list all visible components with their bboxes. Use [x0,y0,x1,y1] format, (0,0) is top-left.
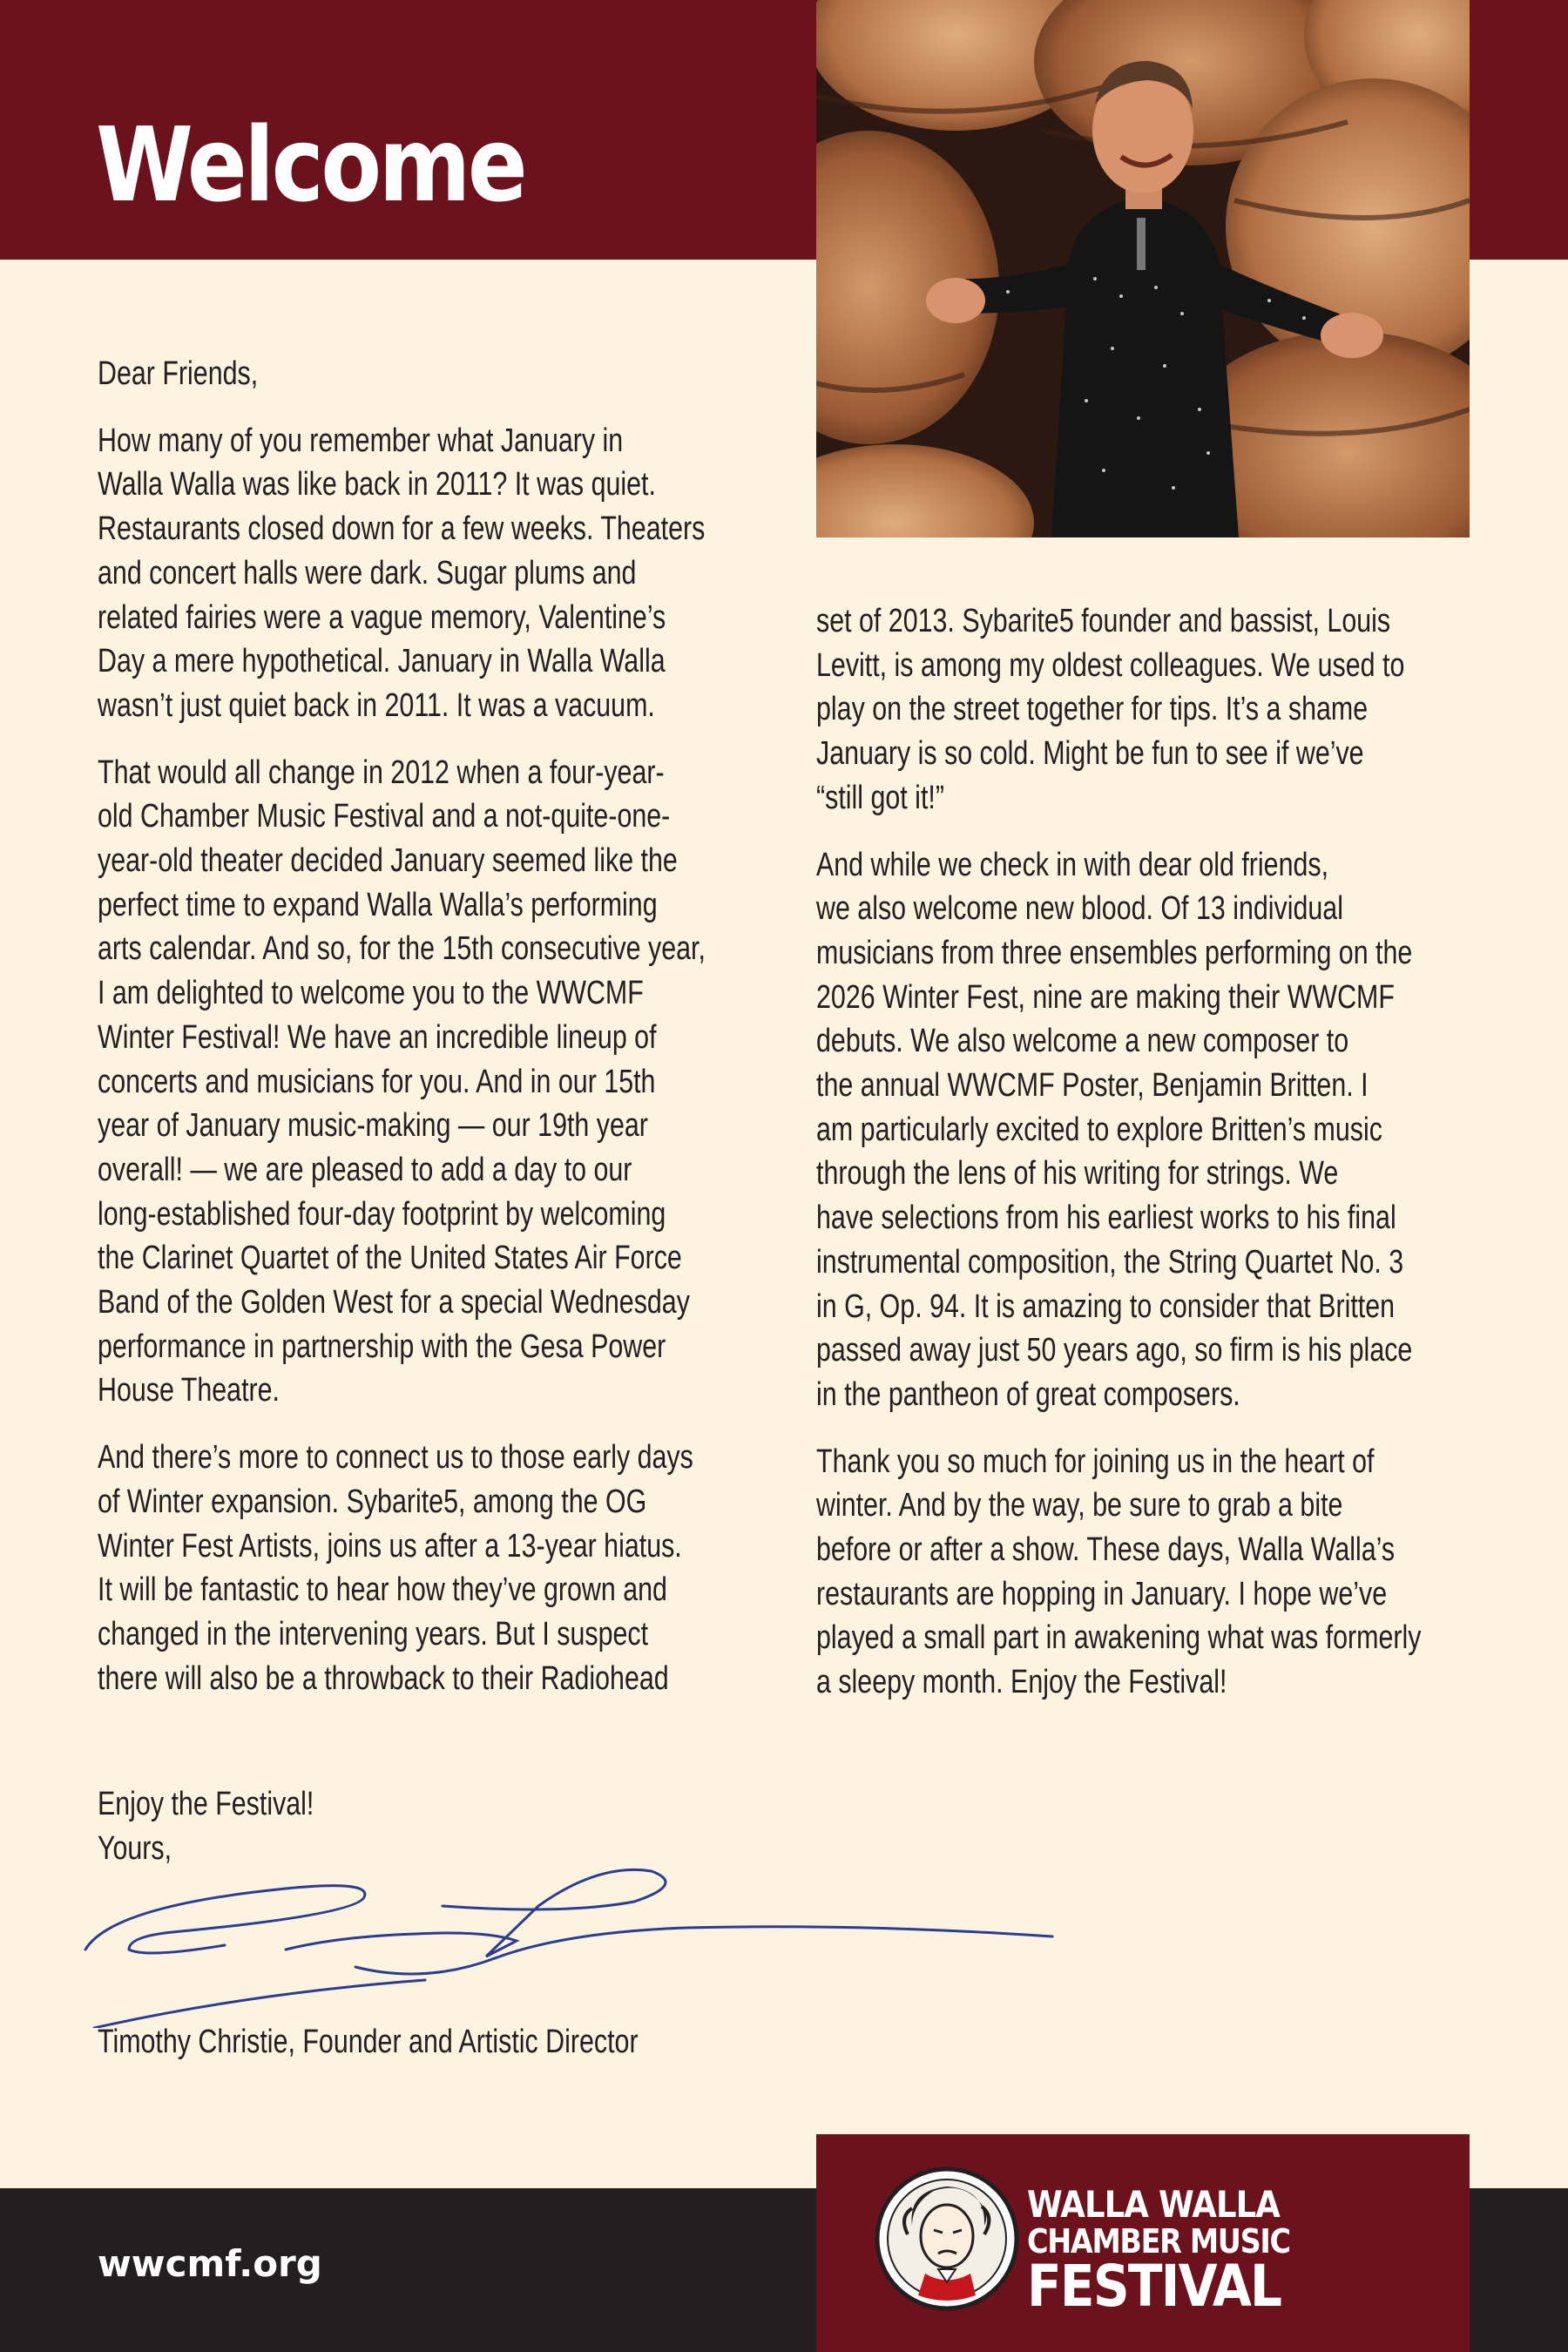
festival-director-photo [816,0,1470,537]
letter-paragraph: set of 2013. Sybarite5 founder and bassist, Louis Levitt, is among my oldest colleagues. We used to play on the street together for tips. It’s a shame January is so cold. Might be fun to see if we’ve “still got it!” [816,603,1405,816]
signature-name: Timothy Christie, Founder and Artistic Director [98,2023,639,2060]
signature-image [77,1854,1061,2028]
letter-closing: Enjoy the Festival! Yours, [98,1786,314,1868]
page-title: Welcome [96,105,525,225]
letter-paragraph: And there’s more to connect us to those early days of Winter expansion. Sybarite5, among the OG Winter Fest Artists, joins us after a 13-year hiatus. It will be fantastic to hear how they’ve grown and changed in the intervening years. But I suspect there will also be a throwback to their Radiohead [98,1439,693,1697]
beethoven-portrait-icon [873,2165,1021,2313]
letter-paragraph: And while we check in with dear old friends, we also welcome new blood. Of 13 individual musicians from three ensembles performing on the 2026 Winter Fest, nine are making their WWCMF debuts. We also welcome a new composer to the annual WWCMF Poster, Benjamin Britten. I am particularly excited to explore Britten’s music through the lens of his writing for strings. We have selections from his earliest works to his final instrumental composition, the String Quartet No. 3 in G, Op. 94. It is amazing to consider that Britten passed away just 50 years ago, so firm is his place in the pantheon of great composers. [816,846,1413,1413]
letter-paragraph: That would all change in 2012 when a four-year- old Chamber Music Festival and a not-quite-one- year-old theater decided January seemed like the perfect time to expand Walla Walla’s performing arts calendar. And so, for the 15th consecutive year, I am delighted to welcome you to the WWCMF Winter Festival! We have an incredible lineup of concerts and musicians for you. And in our 15th year of January music-making — our 19th year overall! — we are pleased to add a day to our long-established four-day footprint by welcoming the Clarinet Quartet of the United States Air Force Band of the Golden West for a special Wednesday performance in partnership with the Gesa Power House Theatre. [98,754,706,1409]
letter-left-column [98,352,864,2065]
letter-paragraph: Thank you so much for joining us in the heart of winter. And by the way, be sure to grab a bite before or after a show. These days, Walla Walla’s restaurants are hopping in January. I hope we’ve played a small part in awakening what was formerly a sleepy month. Enjoy the Festival! [816,1443,1422,1701]
logo-line-1: WALLA WALLA [1027,2183,1281,2226]
letter-paragraph: How many of you remember what January in Walla Walla was like back in 2011? It was quiet. Restaurants closed down for a few weeks. Theaters and concert halls were dark. Sugar plums and related fairies were a vague memory, Valentine’s Day a mere hypothetical. January in Walla Walla wasn’t just quiet back in 2011. It was a vacuum. [98,422,706,724]
website-link[interactable]: wwcmf.org [98,2242,322,2285]
logo-line-2: CHAMBER MUSIC [1027,2222,1290,2261]
festival-logo [816,2134,1470,2352]
logo-line-3: FESTIVAL [1027,2253,1281,2320]
salutation: Dear Friends, [98,355,259,392]
letter-right-column [816,599,1568,1705]
photo-festival-director-icon [816,0,1470,537]
